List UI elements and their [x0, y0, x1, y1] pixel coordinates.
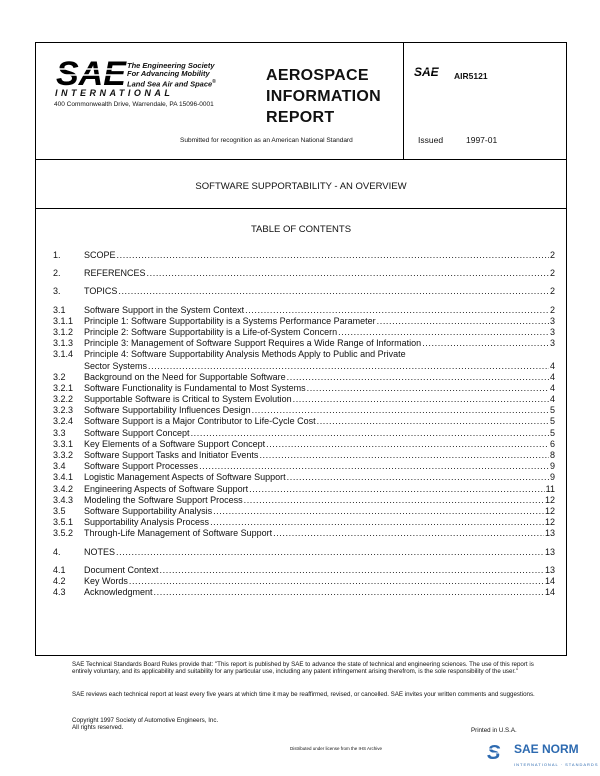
footer-copyright: Copyright 1997 Society of Automotive Engineers, Inc. All rights reserved.	[72, 717, 219, 732]
document-number: AIR5121	[454, 71, 488, 81]
toc-entry-title: Software Support Tasks and Initiator Events	[84, 450, 259, 460]
svg-text:SAE: SAE	[56, 55, 126, 93]
toc-entry-number: 3.5.1	[53, 517, 74, 528]
toc-entry	[53, 349, 555, 360]
toc-entry-page: 2	[549, 304, 555, 315]
toc-entry-page: 4	[549, 394, 555, 405]
toc-entry	[53, 450, 555, 461]
toc-dot-leader	[338, 327, 549, 338]
toc-entry-number: 4.2	[53, 575, 66, 586]
toc-entry	[53, 428, 555, 439]
svg-text:S: S	[487, 742, 501, 764]
toc-entry-page: 3	[549, 315, 555, 326]
toc-entry-number: 4.3	[53, 587, 66, 598]
toc-entry-page: 5	[549, 405, 555, 416]
toc-entry-title: Supportability Analysis Process	[84, 517, 210, 528]
document-title: SOFTWARE SUPPORTABILITY - AN OVERVIEW	[195, 181, 407, 192]
toc-entry-title: Software Support in the System Context	[84, 304, 245, 315]
header-column-divider	[403, 43, 404, 160]
toc-entry-page: 5	[549, 427, 555, 438]
toc-entry	[53, 528, 555, 539]
toc-entry	[53, 461, 555, 472]
toc-entry	[53, 268, 555, 279]
toc-entry-number: 3.1.4	[53, 349, 74, 360]
cover-frame	[35, 42, 567, 656]
toc-entry-page: 12	[544, 494, 555, 505]
header-divider	[36, 159, 566, 160]
toc-entry-number: 3.2.1	[53, 382, 74, 393]
toc-entry-page: 8	[549, 450, 555, 460]
toc-entry-title: Acknowledgment	[84, 587, 153, 598]
toc-dot-leader	[148, 361, 549, 372]
toc-dot-leader	[213, 506, 544, 517]
toc-entry-title: Logistic Management Aspects of Software Support	[84, 472, 286, 483]
toc-entry-title: Supportable Software is Critical to System Evolution	[84, 394, 292, 405]
sae-address: 400 Commonwealth Drive, Warrendale, PA 15096-0001	[54, 101, 214, 108]
toc-entry	[53, 495, 555, 506]
toc-entry-page: 4	[549, 360, 555, 371]
toc-entry	[53, 286, 555, 297]
toc-dot-leader	[252, 405, 549, 416]
toc-entry-title: Software Support Concept	[84, 427, 190, 438]
toc-entry	[53, 472, 555, 483]
toc-entry-page: 14	[544, 575, 555, 586]
toc-entry	[53, 305, 555, 316]
toc-entry-page: 3	[549, 338, 555, 349]
toc-entry-number: 3.2.4	[53, 416, 74, 427]
toc-dot-leader	[191, 428, 549, 439]
toc-entry	[53, 327, 555, 338]
toc-entry-title: Modeling the Software Support Process	[84, 494, 243, 505]
toc-entry-page: 9	[549, 472, 555, 483]
toc-dot-leader	[117, 250, 549, 261]
toc-entry	[53, 547, 555, 558]
issued-label: Issued	[418, 135, 444, 145]
toc-entry-page: 4	[549, 382, 555, 393]
toc-entry-number: 3.1.2	[53, 326, 74, 337]
toc-dot-leader	[266, 439, 549, 450]
toc-entry	[53, 316, 555, 327]
footer-rules: SAE Technical Standards Board Rules provide that: "This report is published by SAE to advance the state of technical and engineering sciences. The use of this report is entirely voluntary, and its applicability and suitability for any particular use, including any patent infringement arising therefrom, is the sole responsibility of the user."	[72, 661, 534, 676]
toc-entry	[53, 405, 555, 416]
toc-entry-title: Key Elements of a Software Support Concept	[84, 438, 266, 449]
issued-value: 1997-01	[466, 135, 498, 145]
toc-dot-leader	[160, 565, 544, 576]
table-of-contents	[53, 250, 555, 598]
toc-entry-number: 4.1	[53, 564, 66, 575]
toc-dot-leader	[317, 416, 549, 427]
toc-entry-number: 3.1	[53, 304, 66, 315]
toc-dot-leader	[129, 576, 544, 587]
toc-entry	[53, 576, 555, 587]
toc-entry-number: 3.4.1	[53, 472, 74, 483]
toc-entry-page: 5	[549, 416, 555, 427]
toc-entry-title: Principle 1: Software Supportability is a Systems Performance Parameter	[84, 315, 376, 326]
toc-entry-number: 4.	[53, 546, 61, 557]
sae-small-logo-icon	[414, 65, 444, 79]
toc-dot-leader	[210, 517, 544, 528]
toc-entry-title: Software Functionality is Fundamental to Most Systems	[84, 382, 306, 393]
toc-dot-leader	[147, 268, 549, 279]
sae-tagline: The Engineering Society For Advancing Mobility Land Sea Air and Space®	[127, 61, 216, 89]
toc-entry-page: 2	[549, 286, 555, 297]
toc-dot-leader	[377, 316, 549, 327]
toc-dot-leader	[287, 372, 549, 383]
toc-entry-number: 3.3	[53, 427, 66, 438]
toc-dot-leader	[307, 383, 549, 394]
toc-entry-page: 11	[545, 483, 555, 494]
toc-dot-leader	[287, 472, 549, 483]
toc-entry-number: 3.5.2	[53, 528, 74, 539]
toc-entry-page: 4	[549, 371, 555, 382]
toc-entry	[53, 372, 555, 383]
toc-entry-number: 3.2.2	[53, 394, 74, 405]
toc-entry-number: 3.4.2	[53, 483, 74, 494]
sae-international: INTERNATIONAL	[55, 88, 174, 98]
toc-entry-page: 13	[544, 564, 555, 575]
toc-entry-number: 3.5	[53, 505, 66, 516]
toc-dot-leader	[422, 338, 549, 349]
toc-entry	[53, 565, 555, 576]
toc-entry-page: 14	[544, 587, 555, 598]
toc-entry-page: 9	[549, 461, 555, 472]
toc-entry-number: 3.1.1	[53, 315, 74, 326]
toc-entry-title: Principle 4: Software Supportability Analysis Methods Apply to Public and Private	[84, 349, 406, 360]
submitted-note: Submitted for recognition as an American National Standard	[180, 137, 353, 144]
toc-entry	[53, 338, 555, 349]
toc-entry-number: 3.2	[53, 371, 66, 382]
toc-entry-title: Document Context	[84, 564, 159, 575]
toc-entry-number: 2.	[53, 268, 61, 279]
toc-entry	[53, 517, 555, 528]
toc-entry-title: TOPICS	[84, 286, 118, 297]
toc-entry	[53, 587, 555, 598]
toc-entry-title: Through-Life Management of Software Support	[84, 528, 273, 539]
toc-dot-leader	[154, 587, 544, 598]
toc-dot-leader	[118, 286, 549, 297]
toc-entry	[53, 484, 555, 495]
toc-entry-title: Background on the Need for Supportable Software	[84, 371, 286, 382]
toc-entry-title: Software Supportability Analysis	[84, 505, 213, 516]
toc-dot-leader	[199, 461, 549, 472]
toc-entry-number: 3.4.3	[53, 494, 74, 505]
toc-heading: TABLE OF CONTENTS	[250, 224, 352, 235]
toc-entry	[53, 361, 555, 372]
toc-entry-number: 3.3.1	[53, 438, 74, 449]
toc-entry	[53, 394, 555, 405]
toc-entry-number: 3.1.3	[53, 338, 74, 349]
toc-dot-leader	[245, 305, 549, 316]
toc-entry-number: 3.3.2	[53, 450, 74, 460]
toc-entry-title: SCOPE	[84, 250, 116, 260]
toc-entry	[53, 416, 555, 427]
printed-in: Printed in U.S.A.	[471, 727, 517, 734]
report-type: AEROSPACE INFORMATION REPORT	[266, 67, 381, 126]
toc-entry-number: 3.	[53, 286, 61, 297]
footer-review: SAE reviews each technical report at least every five years at which time it may be reaffirmed, revised, or cancelled. SAE invites your written comments and suggestions.	[72, 691, 535, 698]
toc-dot-leader	[249, 484, 545, 495]
toc-dot-leader	[244, 495, 544, 506]
toc-entry	[53, 506, 555, 517]
toc-entry-page: 6	[549, 438, 555, 449]
toc-entry-title: REFERENCES	[84, 268, 146, 279]
toc-entry-number: 3.2.3	[53, 405, 74, 416]
toc-entry-number: 3.4	[53, 461, 66, 472]
toc-entry-title: Sector Systems	[84, 360, 148, 371]
toc-entry-page: 2	[549, 250, 555, 260]
toc-entry-title: NOTES	[84, 546, 116, 557]
toc-dot-leader	[116, 547, 544, 558]
toc-entry	[53, 383, 555, 394]
toc-entry	[53, 439, 555, 450]
sae-norm-text: SAE NORM	[514, 742, 579, 756]
toc-entry-title: Software Support is a Major Contributor to Life-Cycle Cost	[84, 416, 316, 427]
toc-entry-title: Principle 2: Software Supportability is a Life-of-System Concern	[84, 326, 338, 337]
toc-entry-page: 3	[549, 326, 555, 337]
toc-entry-page: 2	[549, 268, 555, 279]
svg-text:SAE: SAE	[414, 65, 439, 79]
toc-entry-title: Software Supportability Influences Design	[84, 405, 251, 416]
toc-entry-title: Principle 3: Management of Software Support Requires a Wide Range of Information	[84, 338, 422, 349]
toc-entry-number: 1.	[53, 250, 61, 260]
toc-entry-title: Engineering Aspects of Software Support	[84, 483, 249, 494]
sae-norm-subtext: INTERNATIONAL · STANDARDS	[514, 762, 599, 767]
toc-entry	[53, 250, 555, 261]
toc-entry-page: 12	[544, 517, 555, 528]
toc-entry-page: 13	[544, 528, 555, 539]
toc-entry-page: 13	[544, 546, 555, 557]
toc-dot-leader	[273, 528, 544, 539]
toc-dot-leader	[293, 394, 549, 405]
toc-entry-title: Software Support Processes	[84, 461, 199, 472]
title-divider	[36, 208, 566, 209]
distribution-note: Distributed under license from the IHS Archive	[290, 746, 383, 751]
toc-dot-leader	[259, 450, 549, 461]
toc-entry-page: 12	[544, 505, 555, 516]
toc-entry-title: Key Words	[84, 575, 128, 586]
